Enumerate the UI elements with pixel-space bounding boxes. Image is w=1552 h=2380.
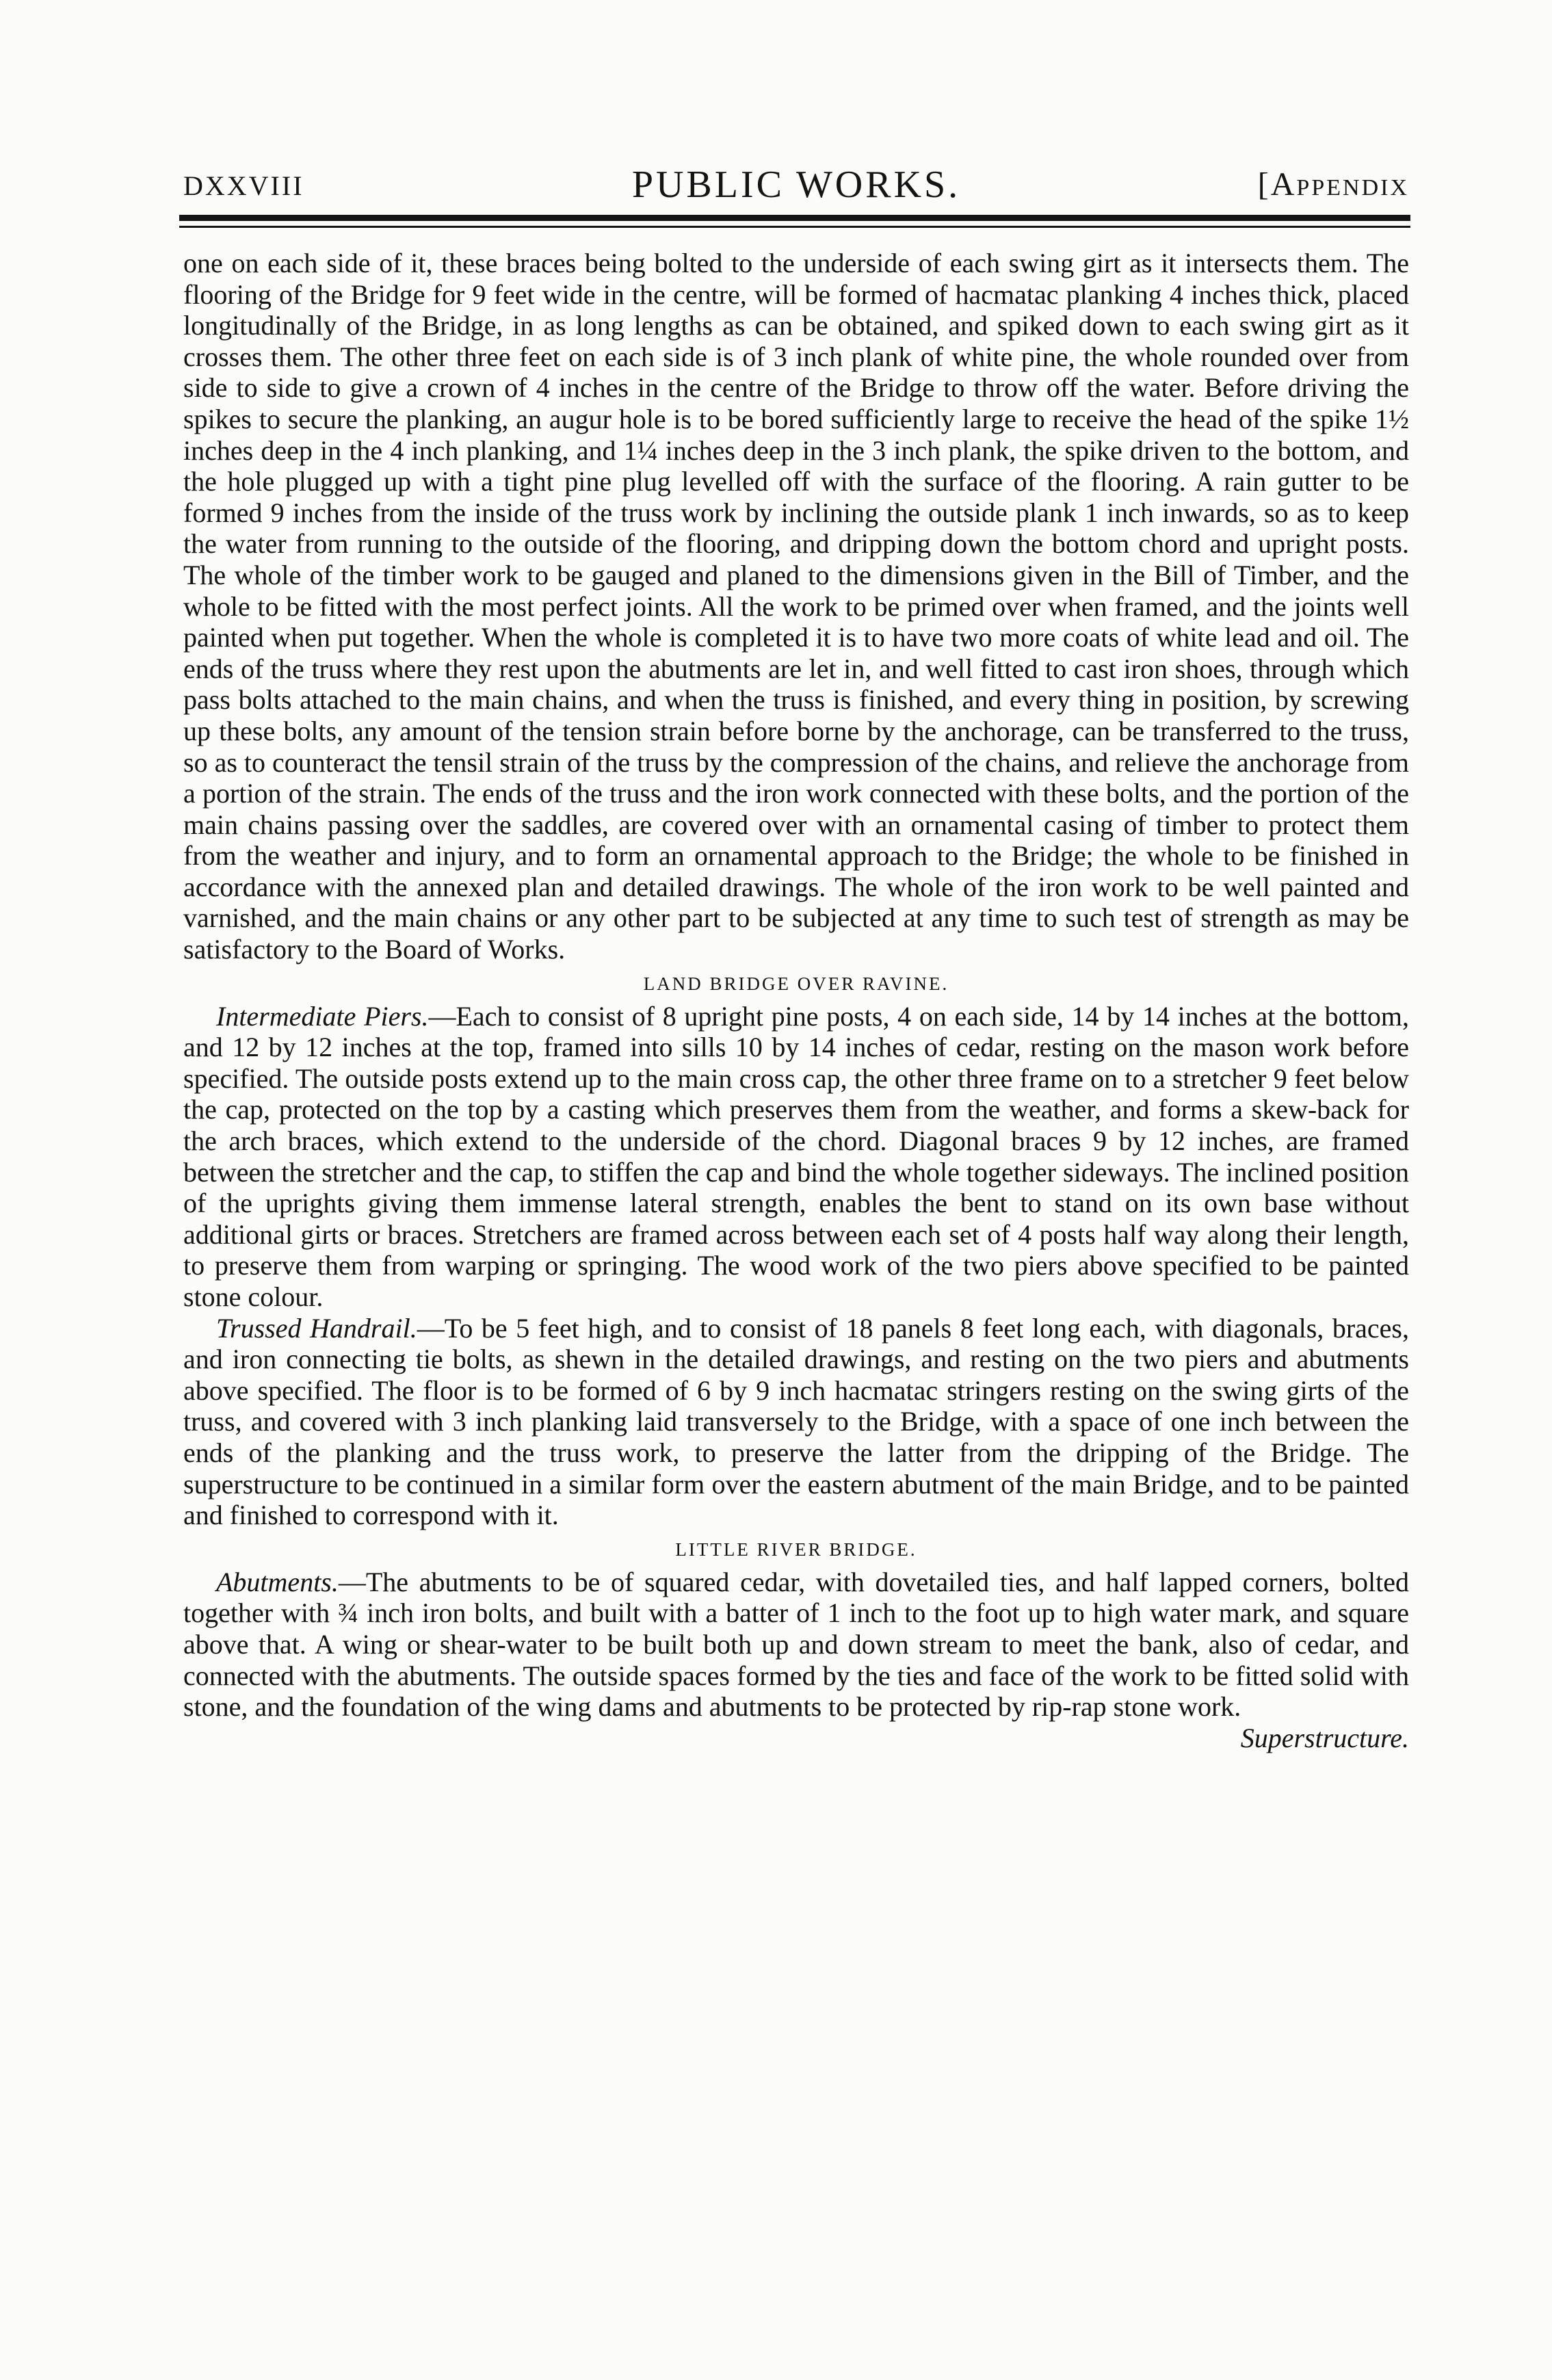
heading-land-bridge: LAND BRIDGE OVER RAVINE.: [643, 973, 949, 994]
page-number: DXXVIII: [183, 170, 304, 201]
header-rule-thick: [179, 215, 1410, 221]
paragraph-intermediate-piers: [183, 1001, 1409, 1313]
running-header: [183, 163, 1409, 207]
paragraph-abutments: [183, 1566, 1409, 1753]
abutments-lead: Abutments.: [216, 1566, 339, 1597]
abutments-text: —The abutments to be of squared cedar, with dovetailed ties, and half lapped corners, bolted together with ¾ inch iron bolts, and built with a batter of 1 inch to the foot up to high water mark, and square above that. A wing or shear-water to be built both up and down stream to meet the bank, also of cedar, and connected with the abutments. The outside spaces formed by the ties and face of the work to be fitted solid with stone, and the foundation of the wing dams and abutments to be protected by rip-rap stone work.: [183, 1566, 1409, 1723]
heading-little-river-bridge: LITTLE RIVER BRIDGE.: [675, 1539, 917, 1560]
paragraph-flooring: one on each side of it, these braces being bolted to the underside of each swing girt as it intersects them. The flooring of the Bridge for 9 feet wide in the centre, will be formed of hacmatac planking 4 inches thick, placed longitudinally of the Bridge, in as long lengths as can be obtained, and spiked down to each swing girt as it crosses them. The other three feet on each side is of 3 inch plank of white pine, the whole rounded over from side to side to give a crown of 4 inches in the centre of the Bridge to throw off the water. Before driving the spikes to secure the planking, an augur hole is to be bored sufficiently large to receive the head of the spike 1½ inches deep in the 4 inch planking, and 1¼ inches deep in the 3 inch plank, the spike driven to the bottom, and the hole plugged up with a tight pine plug levelled off with the surface of the flooring. A rain gutter to be formed 9 inches from the inside of the truss work by inclining the outside plank 1 inch inwards, so as to keep the water from running to the outside of the flooring, and dripping down the bottom chord and upright posts. The whole of the timber work to be gauged and planed to the dimensions given in the Bill of Timber, and the whole to be fitted with the most perfect joints. All the work to be primed over when framed, and the joints well painted when put together. When the whole is completed it is to have two more coats of white lead and oil. The ends of the truss where they rest upon the abutments are let in, and well fitted to cast iron shoes, through which pass bolts attached to the main chains, and when the truss is finished, and every thing in position, by screwing up these bolts, any amount of the tension strain before borne by the anchorage, can be transferred to the truss, so as to counteract the tensil strain of the truss by the compression of the chains, and relieve the anchorage from a portion of the strain. The ends of the truss and the iron work connected with these bolts, and the portion of the main chains passing over the saddles, are covered over with an ornamental casing of timber to protect them from the weather and injury, and to form an ornamental approach to the Bridge; the whole to be finished in accordance with the annexed plan and detailed drawings. The whole of the iron work to be well painted and varnished, and the main chains or any other part to be subjected at any time to such test of strength as may be satisfactory to the Board of Works.: [183, 248, 1409, 965]
piers-lead: Intermediate Piers.: [216, 1000, 429, 1032]
handrail-text: —To be 5 feet high, and to consist of 18 panels 8 feet long each, with diagonals, braces, and iron connecting tie bolts, as shewn in the detailed drawings, and resting on the two piers and abutments above specified. The floor is to be formed of 6 by 9 inch hacmatac stringers resting on the swing girts of the truss, and covered with 3 inch planking laid transversely to the Bridge, with a space of one inch between the ends of the planking and the truss work, to preserve the latter from the dripping of the Bridge. The superstructure to be continued in a similar form over the eastern abutment of the main Bridge, and to be painted and finished to correspond with it.: [183, 1312, 1409, 1531]
body-text: [183, 248, 1409, 1753]
running-title: PUBLIC WORKS.: [631, 164, 961, 206]
header-rule-thin: [179, 226, 1410, 228]
section-label: [Appendix: [1257, 166, 1409, 202]
catchword: Superstructure.: [1240, 1722, 1409, 1753]
piers-text: —Each to consist of 8 upright pine posts, 4 on each side, 14 by 14 inches at the bottom, and 12 by 12 inches at the top, framed into sills 10 by 14 inches of cedar, resting on the mason work before specified. The outside posts extend up to the main cross cap, the other three frame on to a stretcher 9 feet below the cap, protected on the top by a casting which preserves them from the weather, and forms a skew-back for the arch braces, which extend to the underside of the chord. Diagonal braces 9 by 12 inches, are framed between the stretcher and the cap, to stiffen the cap and bind the whole together sideways. The inclined position of the uprights giving them immense lateral strength, enables the bent to stand on its own base without additional girts or braces. Stretchers are framed across between each set of 4 posts half way along their length, to preserve them from warping or springing. The wood work of the two piers above specified to be painted stone colour.: [183, 1000, 1409, 1312]
handrail-lead: Trussed Handrail.: [216, 1312, 417, 1344]
paragraph-trussed-handrail: [183, 1313, 1409, 1531]
